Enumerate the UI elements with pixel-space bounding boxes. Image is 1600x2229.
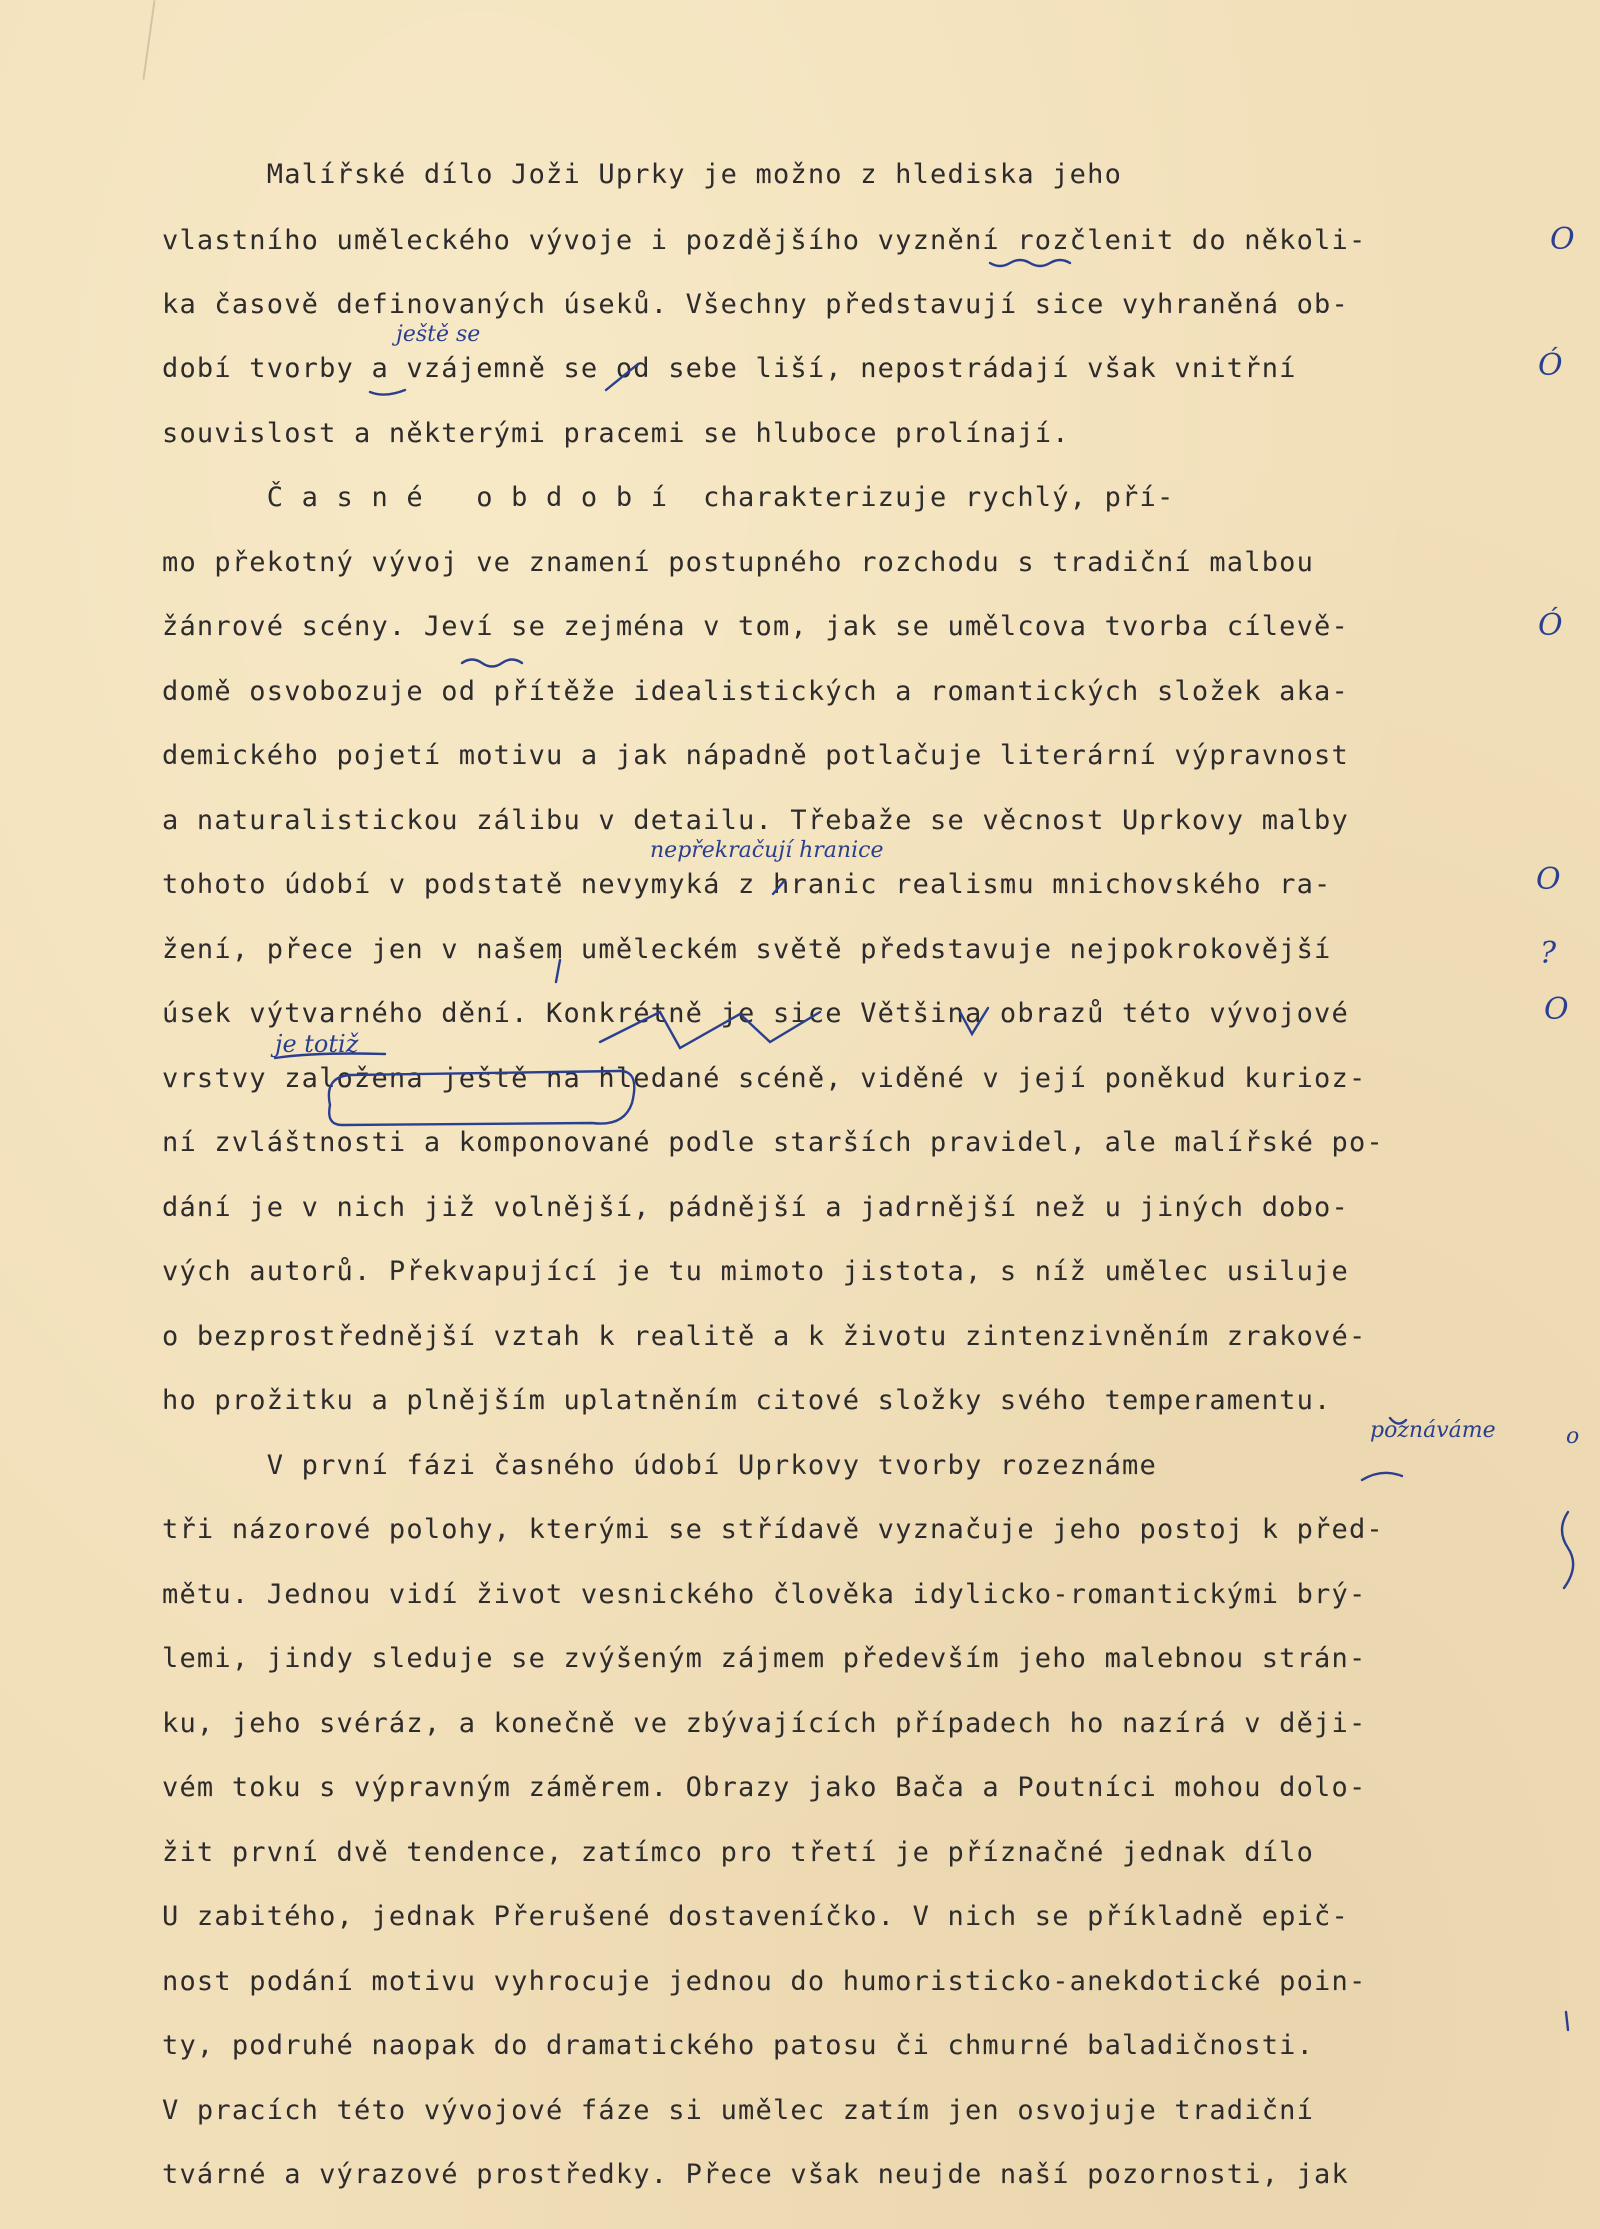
text-line: tvárné a výrazové prostředky. Přece však neujde naší pozornosti, jak (162, 2159, 1349, 2190)
text-line: dobí tvorby a vzájemně se od sebe liší, nepostrádají však vnitřní (162, 353, 1297, 384)
text-line: ty, podruhé naopak do dramatického patosu či chmurné baladičnosti. (162, 2030, 1315, 2061)
text-line: tohoto údobí v podstatě nevymyká z hranic realismu mnichovského ra- (162, 869, 1332, 900)
text-line: vlastního uměleckého vývoje i pozdějšího vyznění rozčlenit do několi- (162, 225, 1367, 256)
text-line: demického pojetí motivu a jak nápadně potlačuje literární výpravnost (162, 740, 1349, 771)
handwritten-insert: nepřekračují hranice (650, 838, 884, 863)
text-line: Malířské dílo Joži Uprky je možno z hlediska jeho (162, 159, 1123, 190)
margin-mark: O (1536, 862, 1561, 897)
bracket-line21-22 (1562, 1512, 1573, 1588)
handwritten-insert: ještě se (396, 322, 481, 347)
text-line: tři názorové polohy, kterými se střídavě vyznačuje jeho postoj k před- (162, 1514, 1384, 1545)
insert-caret-line4 (370, 390, 405, 395)
text-line: mětu. Jednou vidí život vesnického člověka idylicko-romantickými brý- (162, 1579, 1367, 1610)
text-line: ku, jeho svéráz, a konečně ve zbývajících případech ho nazírá v ději- (162, 1708, 1367, 1739)
text-line: o bezprostřednější vztah k realitě a k životu zintenzivněním zrakové- (162, 1321, 1367, 1352)
text-line: souvislost a některými pracemi se hluboce prolínají. (162, 418, 1070, 449)
paper-crease (142, 0, 155, 79)
text-line: V pracích této vývojové fáze si umělec zatím jen osvojuje tradiční (162, 2095, 1315, 2126)
text-line: ho prožitku a plnějším uplatněním citové složky svého temperamentu. (162, 1385, 1332, 1416)
text-line: U zabitého, jednak Přerušené dostaveníčko. V nich se příkladně epič- (162, 1901, 1349, 1932)
text-line: ní zvláštnosti a komponované podle starších pravidel, ale malířské po- (162, 1127, 1384, 1158)
margin-mark: O (1544, 992, 1569, 1027)
text-line: mo překotný vývoj ve znamení postupného rozchodu s tradiční malbou (162, 547, 1315, 578)
margin-mark: o (1566, 1424, 1580, 1449)
tick-line29 (1566, 2012, 1568, 2030)
text-line: vých autorů. Překvapující je tu mimoto jistota, s níž umělec usiluje (162, 1256, 1349, 1287)
handwritten-insert: je totiž (275, 1030, 359, 1058)
text-line: V první fázi časného údobí Uprkovy tvorby rozeznáme (162, 1450, 1157, 1481)
underline-zejmena (462, 660, 522, 667)
text-line: nost podání motivu vyhrocuje jednou do humoristicko-anekdotické poin- (162, 1966, 1367, 1997)
text-line: vém toku s výpravným záměrem. Obrazy jako Bača a Poutníci mohou dolo- (162, 1772, 1367, 1803)
text-line: žení, přece jen v našem uměleckém světě představuje nejpokrokovější (162, 934, 1332, 965)
text-line: ka časově definovaných úseků. Všechny představují sice vyhraněná ob- (162, 289, 1349, 320)
margin-mark: ? (1540, 936, 1557, 971)
text-line: úsek výtvarného dění. Konkrétně je sice Většina obrazů této vývojové (162, 998, 1349, 1029)
text-line: vrstvy založena ještě na hledané scéně, viděné v její poněkud kurioz- (162, 1063, 1367, 1094)
text-line: a naturalistickou zálibu v detailu. Třebaže se věcnost Uprkovy malby (162, 805, 1349, 836)
text-line: domě osvobozuje od přítěže idealistických a romantických složek aka- (162, 676, 1349, 707)
margin-mark: O (1550, 222, 1575, 257)
margin-mark: Ó (1538, 608, 1563, 643)
caret-poznavame (1362, 1473, 1402, 1480)
text-line: žit první dvě tendence, zatímco pro třetí je příznačné jednak dílo (162, 1837, 1315, 1868)
text-line: žánrové scény. Jeví se zejména v tom, jak se umělcova tvorba cílevě- (162, 611, 1349, 642)
text-line: lemi, jindy sleduje se zvýšeným zájmem především jeho malebnou strán- (162, 1643, 1367, 1674)
handwritten-insert: poznáváme (1370, 1418, 1496, 1443)
margin-mark: Ó (1538, 348, 1563, 383)
section-heading-line: Č a s n é o b d o b í charakterizuje rychlý, pří- (162, 482, 1175, 513)
text-line: dání je v nich již volnější, pádnější a jadrnější než u jiných dobo- (162, 1192, 1349, 1223)
underline-vyzneni (990, 260, 1070, 266)
